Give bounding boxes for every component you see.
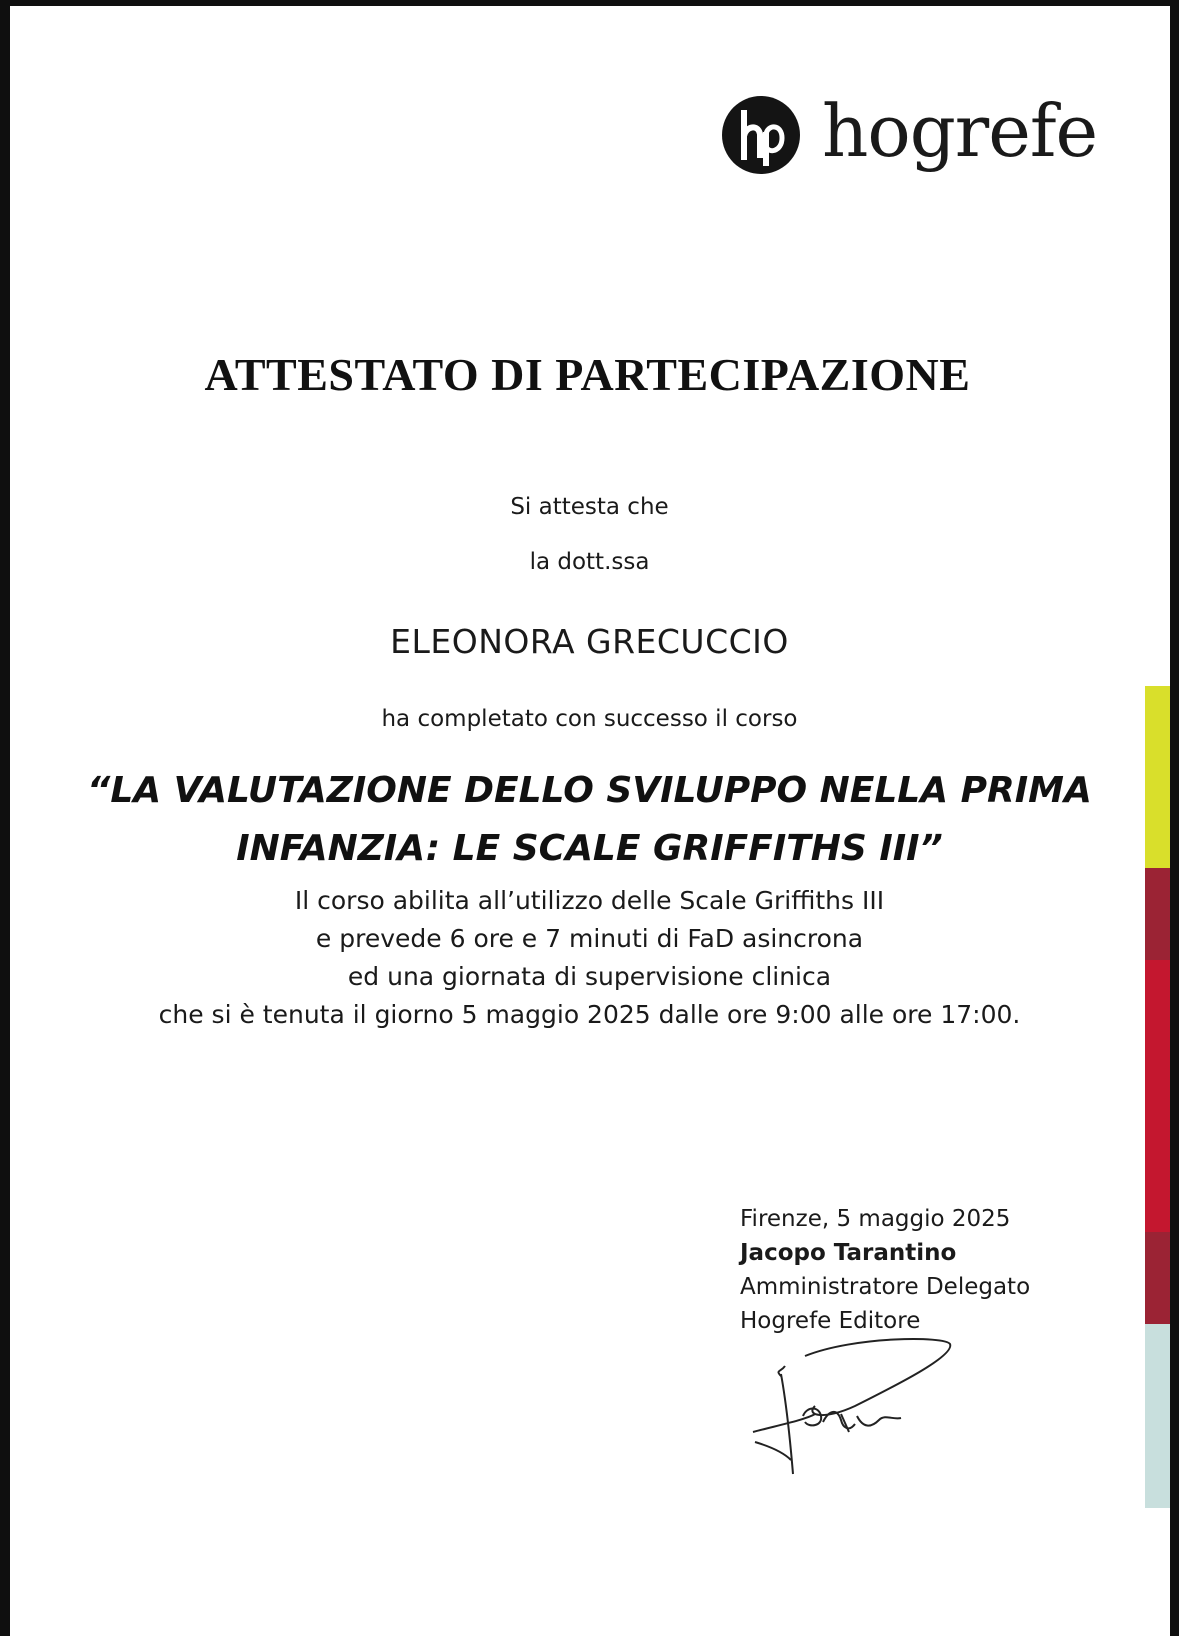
recipient-name: ELEONORA GRECUCCIO bbox=[390, 622, 789, 661]
intro-text: Si attesta che bbox=[510, 494, 669, 520]
signatory-company: Hogrefe Editore bbox=[740, 1308, 921, 1334]
stripe-yellow bbox=[1145, 686, 1170, 868]
honorific-text: la dott.ssa bbox=[529, 549, 650, 575]
course-title bbox=[0, 762, 1179, 878]
handwritten-signature-icon bbox=[745, 1336, 965, 1476]
description-line-1: Il corso abilita all’utilizzo delle Scale Griffiths III bbox=[294, 886, 885, 915]
description-line-3: ed una giornata di supervisione clinica bbox=[347, 962, 832, 991]
brand-name: hogrefe bbox=[822, 89, 1098, 173]
signatory-name: Jacopo Tarantino bbox=[740, 1240, 957, 1266]
stripe-dark-red-2 bbox=[1145, 1232, 1170, 1324]
signatory-block bbox=[740, 1202, 1030, 1338]
certificate-title: ATTESTATO DI PARTECIPAZIONE bbox=[204, 349, 971, 400]
description-line-4: che si è tenuta il giorno 5 maggio 2025 dalle ore 9:00 alle ore 17:00. bbox=[158, 1000, 1021, 1029]
decorative-color-stripe bbox=[1145, 686, 1170, 1508]
place-date: Firenze, 5 maggio 2025 bbox=[740, 1206, 1011, 1232]
course-title-line-1: “LA VALUTAZIONE DELLO SVILUPPO NELLA PRIMA bbox=[87, 770, 1092, 811]
stripe-red bbox=[1145, 960, 1170, 1232]
signatory-role: Amministratore Delegato bbox=[740, 1274, 1031, 1300]
completion-text: ha completato con successo il corso bbox=[381, 706, 798, 732]
hogrefe-logo-icon bbox=[722, 96, 800, 174]
hogrefe-logo bbox=[722, 89, 1098, 182]
stripe-dark-red bbox=[1145, 868, 1170, 960]
description-line-2: e prevede 6 ore e 7 minuti di FaD asincrona bbox=[315, 924, 864, 953]
course-description bbox=[0, 882, 1179, 1034]
course-title-line-2: INFANZIA: LE SCALE GRIFFITHS III” bbox=[236, 828, 943, 869]
stripe-light-teal bbox=[1145, 1324, 1170, 1508]
